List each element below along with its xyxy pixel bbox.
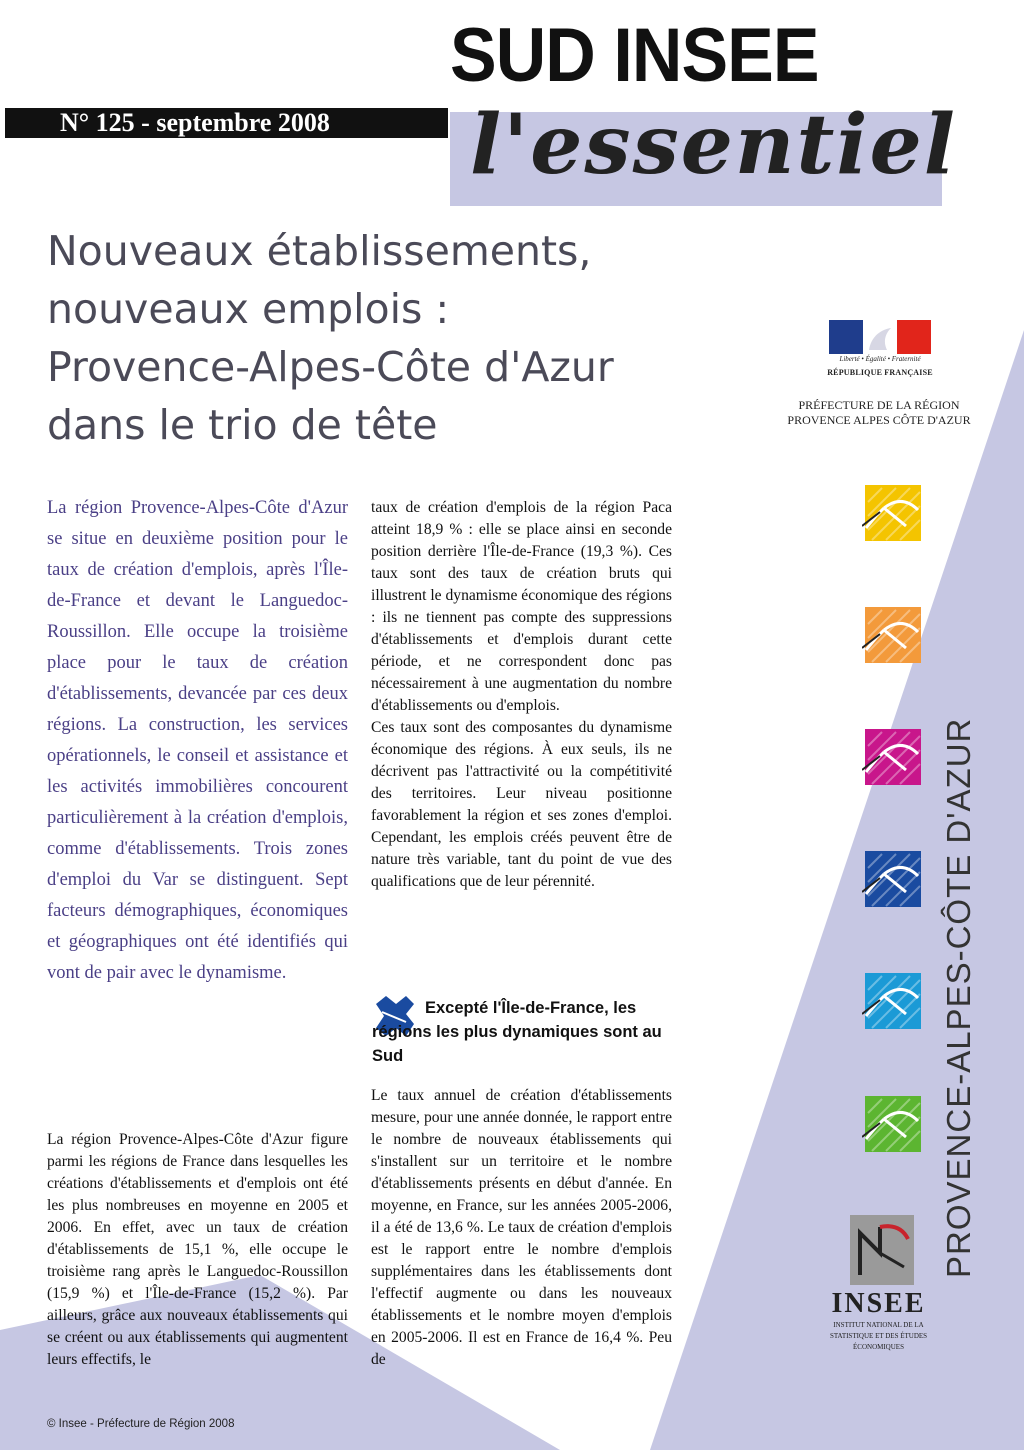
cyan-tile-logo — [862, 970, 924, 1032]
publication-title: SUD INSEE — [450, 13, 819, 98]
republique-francaise-label: RÉPUBLIQUE FRANÇAISE — [827, 368, 933, 377]
article-headline — [47, 222, 697, 454]
body-paragraph-col1: La région Provence-Alpes-Côte d'Azur figure parmi les régions de France dans lesquelles les créations d'établissements et d'emplois ont été les plus nombreuses en moyenne en 2005 et 2006. En effet, avec un taux de création d'établissements de 15,1 %, elle occupe le troisième rang après le Languedoc-Roussillon (15,9 %) et l'Île-de-France (15,2 %). Par ailleurs, grâce aux nouveaux établissements qui se créent ou aux établissements qui augmentent leurs effectifs, le — [47, 1131, 348, 1368]
prefecture-line-2: PROVENCE ALPES CÔTE D'AZUR — [787, 413, 971, 427]
prefecture-label — [774, 398, 984, 428]
region-vertical-label: PROVENCE-ALPES-CÔTE D'AZUR — [940, 717, 977, 1278]
body-column-2-top — [371, 497, 672, 893]
headline-line: dans le trio de tête — [47, 401, 438, 449]
section-heading: Excepté l'Île-de-France, les régions les plus dynamiques sont au Sud — [372, 999, 662, 1065]
headline-line: Provence-Alpes-Côte d'Azur — [47, 343, 614, 391]
series-title: l'essentiel — [470, 97, 957, 193]
insee-wordmark: INSEE — [831, 1288, 926, 1319]
prefecture-line-1: PRÉFECTURE DE LA RÉGION — [798, 398, 960, 412]
body-paragraph: Ces taux sont des composantes du dynamisme économique des régions. À eux seuls, ils ne décrivent pas l'attractivité ou la compétitivité des territoires. Leur niveau positionne favorablement la région et ses zones d'emploi. Cependant, les emplois créés peuvent être de nature très variable, tant du point de vue des qualifications que de leur pérennité. — [371, 719, 672, 890]
issue-number: N° 125 - septembre 2008 — [5, 108, 448, 138]
orange-tile-logo — [862, 604, 924, 666]
marianne-flag-logo — [829, 320, 931, 354]
insee-logo-icon — [850, 1215, 914, 1285]
green-tile-logo — [862, 1093, 924, 1155]
lead-paragraph: La région Provence-Alpes-Côte d'Azur se situe en deuxième position pour le taux de création d'emplois, après l'Île-de-France et devant le Languedoc-Roussillon. Elle occupe la troisième place pour le taux de création d'établissements, devancée par ces deux régions. La construction, les services opérationnels, le conseil et assistance et les activités immobilières concourent particulièrement à la création d'emplois, comme d'établissements. Trois zones d'emploi du Var se distinguent. Sept facteurs démographiques, économiques et géographiques ont été identifiés qui vont de pair avec le dynamisme. — [47, 498, 348, 983]
headline-line: nouveaux emplois : — [47, 285, 450, 333]
headline-line: Nouveaux établissements, — [47, 227, 592, 275]
insee-full-name: INSTITUT NATIONAL DE LA STATISTIQUE ET DES ÉTUDES ÉCONOMIQUES — [829, 1321, 928, 1351]
copyright-footer: © Insee - Préfecture de Région 2008 — [47, 1418, 235, 1430]
republic-motto: Liberté • Égalité • Fraternité — [839, 355, 921, 363]
magenta-tile-logo — [862, 726, 924, 788]
yellow-tile-logo — [862, 482, 924, 544]
blue-tile-logo — [862, 848, 924, 910]
body-paragraph-col2-bottom: Le taux annuel de création d'établissements mesure, pour une année donnée, le rapport entre le nombre de nouveaux établissements qui s'installent sur un territoire et le nombre d'établissements présents en début d'année. En moyenne, en France, sur les années 2005-2006, il a été de 13,6 %. Le taux de création d'emplois est le rapport entre le nombre d'emplois supplémentaires dans les établissements dont l'effectif augmente ou dans les nouveaux établissements et le nombre moyen d'emplois en 2005-2006. Il est en France de 16,4 %. Peu de — [371, 1087, 672, 1368]
body-paragraph: taux de création d'emplois de la région Paca atteint 18,9 % : elle se place ainsi en seconde position derrière l'Île-de-France (19,3 %). Ces taux sont des taux de création bruts qui illustrent le dynamisme économique des régions : ils ne tiennent pas compte des suppressions d'établissements et d'emplois durant cette période, et ne correspondent donc pas nécessairement à une augmentation du nombre d'établissements ou d'emplois. — [371, 499, 672, 714]
